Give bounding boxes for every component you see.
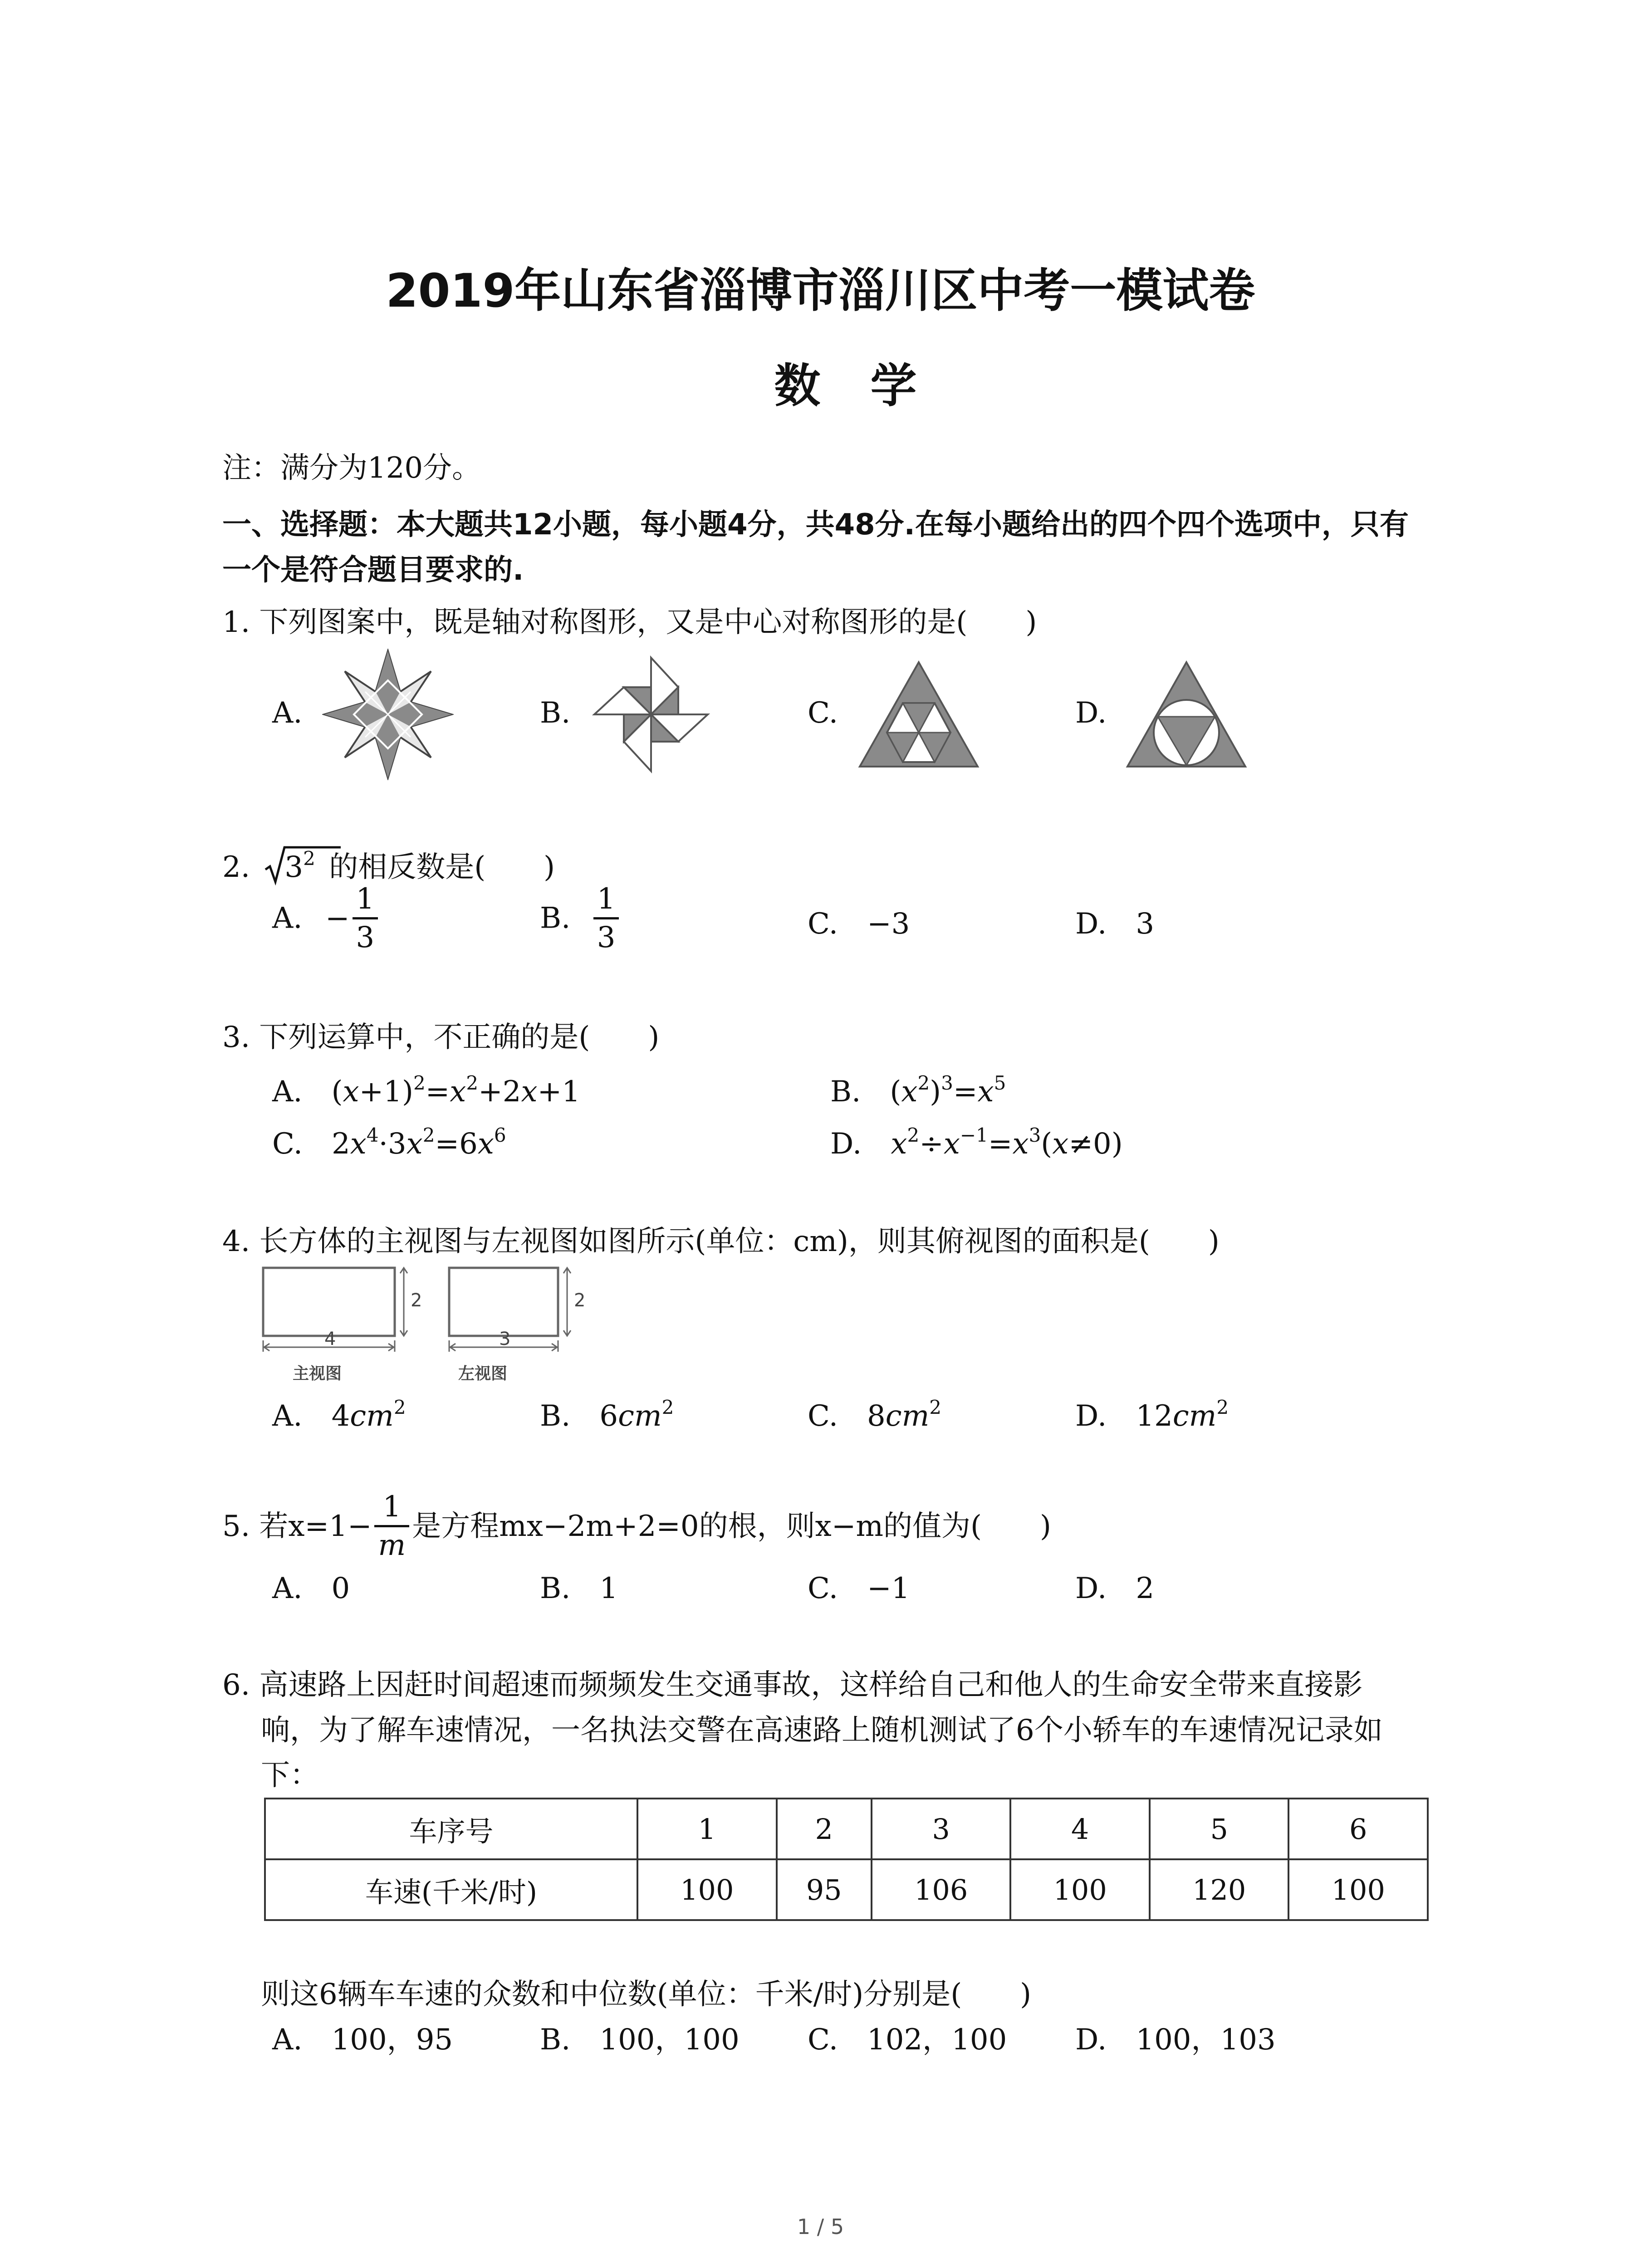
side-view-width-label: 3 [499,1329,511,1349]
front-view-height-label: 2 [411,1290,422,1311]
q1-figure-b [590,653,712,776]
table-cell: 100 [1288,1859,1428,1920]
q2-option-a-label: A. [272,901,303,935]
q4-stem: 4. 长方体的主视图与左视图如图所示(单位：cm)，则其俯视图的面积是( ) [222,1225,1220,1258]
q4-unit-exponent: 2 [929,1396,942,1418]
fraction-numerator: 1 [597,882,616,916]
q1-figure-c [857,660,980,769]
fraction-denominator: 3 [593,917,619,952]
q1-stem: 1. 下列图案中，既是轴对称图形，又是中心对称图形的是( ) [222,606,1037,639]
q4-option-c [808,1396,942,1433]
table-header-cell: 车序号 [265,1799,637,1859]
q3-option-c: C. $2x^4\cdot 3x^2=6x^6$ [272,1124,506,1161]
q4-unit-exponent: 2 [393,1396,406,1418]
q4-option-d [1075,1396,1229,1433]
q6-option-c: C. 102，100 [808,2023,1007,2057]
q2-stem-tail: 的相反数是( ) [329,850,555,884]
front-view-caption: 主视图 [293,1364,342,1383]
q4-option-c-label: C. [808,1399,838,1433]
front-view [263,1268,422,1383]
fraction-denominator: m [374,1525,409,1560]
score-note: 注：满分为120分。 [222,451,481,485]
q3-option-a: A. $(x+1)^2=x^2+2x+1$ [272,1072,580,1109]
q1-option-b-label: B. [540,696,571,730]
q4-option-b-value: 6 [599,1399,618,1433]
q2-option-d: D. 3 [1075,907,1155,941]
q3-option-d-label: D. [830,1127,862,1161]
table-cell: 100 [637,1859,777,1920]
table-cell: 1 [637,1799,777,1859]
q4-option-a [272,1396,406,1433]
side-view [449,1268,585,1383]
q2-option-a-fraction [353,882,378,954]
table-row-car-number [265,1799,1428,1859]
table-cell: 120 [1150,1859,1289,1920]
table-cell: 2 [777,1799,872,1859]
fraction-numerator: 1 [382,1490,402,1524]
q4-option-a-label: A. [272,1399,303,1433]
q4-unit: cm [350,1399,394,1433]
q3-option-a-label: A. [272,1075,303,1109]
q6-stem-line3: 下： [261,1759,319,1792]
q4-figure-views [259,1259,603,1395]
q2-sqrt-expression [265,847,315,884]
table-cell: 5 [1150,1799,1289,1859]
q5-option-a: A. 0 [272,1572,350,1605]
q2-exponent: 2 [303,847,315,870]
q6-option-d: D. 100，103 [1075,2023,1276,2057]
q2-radicand: 3 [284,850,304,884]
q3-stem: 3. 下列运算中，不正确的是( ) [222,1021,660,1054]
q5-stem [222,1492,1051,1560]
q6-stem-line2: 响，为了解车速情况，一名执法交警在高速路上随机测试了6个小轿车的车速情况记录如 [261,1714,1383,1747]
q5-option-b: B. 1 [540,1572,618,1605]
q2-option-b-label: B. [540,901,571,935]
table-header-cell: 车速(千米/时) [265,1859,637,1920]
q4-unit: cm [618,1399,662,1433]
q1-figure-d [1125,660,1248,769]
q5-option-d: D. 2 [1075,1572,1155,1605]
q5-stem-prefix: 5. 若x=1− [222,1509,372,1543]
q3-option-b: B. $(x^2)^3=x^5$ [830,1072,1006,1109]
q3-option-d: D. $x^2\div x^{-1}=x^3(x\ne 0)$ [830,1124,1123,1161]
q6-option-a: A. 100，95 [272,2023,453,2057]
side-view-caption: 左视图 [458,1364,508,1383]
subject-title: 数学 [774,359,967,413]
section-heading-line1: 一、选择题：本大题共12小题，每小题4分，共48分.在每小题给出的四个四个选项中，只有 [222,508,1409,542]
q4-option-b [540,1396,674,1433]
q2-option-b [540,882,622,954]
q4-option-a-value: 4 [331,1399,350,1433]
q4-option-b-label: B. [540,1399,571,1433]
q4-unit: cm [1172,1399,1217,1433]
table-cell: 95 [777,1859,872,1920]
q2-number: 2. [222,850,250,884]
q2-stem [222,847,555,884]
q4-option-c-value: 8 [867,1399,886,1433]
q6-follow-up: 则这6辆车车速的众数和中位数(单位：千米/时)分别是( ) [261,1978,1032,2011]
q2-option-a [272,882,381,954]
q2-option-c: C. −3 [808,907,910,941]
table-cell: 106 [872,1859,1011,1920]
q1-option-a-label: A. [272,696,303,730]
side-view-height-label: 2 [574,1290,586,1311]
q4-unit-exponent: 2 [661,1396,674,1418]
q2-option-b-fraction [593,882,619,954]
exam-title: 2019年山东省淄博市淄川区中考一模试卷 [386,264,1255,318]
q3-option-b-label: B. [830,1075,861,1109]
q1-option-c-label: C. [808,696,838,730]
table-cell: 6 [1288,1799,1428,1859]
q6-stem-line1: 6. 高速路上因赶时间超速而频频发生交通事故，这样给自己和他人的生命安全带来直接影 [222,1668,1363,1702]
q5-stem-suffix: 是方程mx−2m+2=0的根，则x−m的值为( ) [412,1509,1051,1543]
q3-option-c-label: C. [272,1127,303,1161]
q4-unit-exponent: 2 [1216,1396,1229,1418]
q4-unit: cm [885,1399,930,1433]
q1-figure-a [322,649,454,780]
fraction-denominator: 3 [353,917,378,952]
q2-option-a-sign: − [325,901,350,935]
q6-option-b: B. 100，100 [540,2023,740,2057]
q4-option-d-label: D. [1075,1399,1107,1433]
speed-table [264,1798,1429,1921]
table-cell: 100 [1010,1859,1150,1920]
fraction-numerator: 1 [356,882,375,916]
q5-option-c: C. −1 [808,1572,910,1605]
q5-fraction [374,1492,409,1560]
front-view-width-label: 4 [324,1329,336,1349]
section-heading-line2: 一个是符合题目要求的. [222,553,524,587]
page-number: 1 / 5 [797,2214,844,2239]
q1-option-d-label: D. [1075,696,1107,730]
table-cell: 4 [1010,1799,1150,1859]
table-cell: 3 [872,1799,1011,1859]
table-row-speed [265,1859,1428,1920]
q4-option-d-value: 12 [1136,1399,1173,1433]
